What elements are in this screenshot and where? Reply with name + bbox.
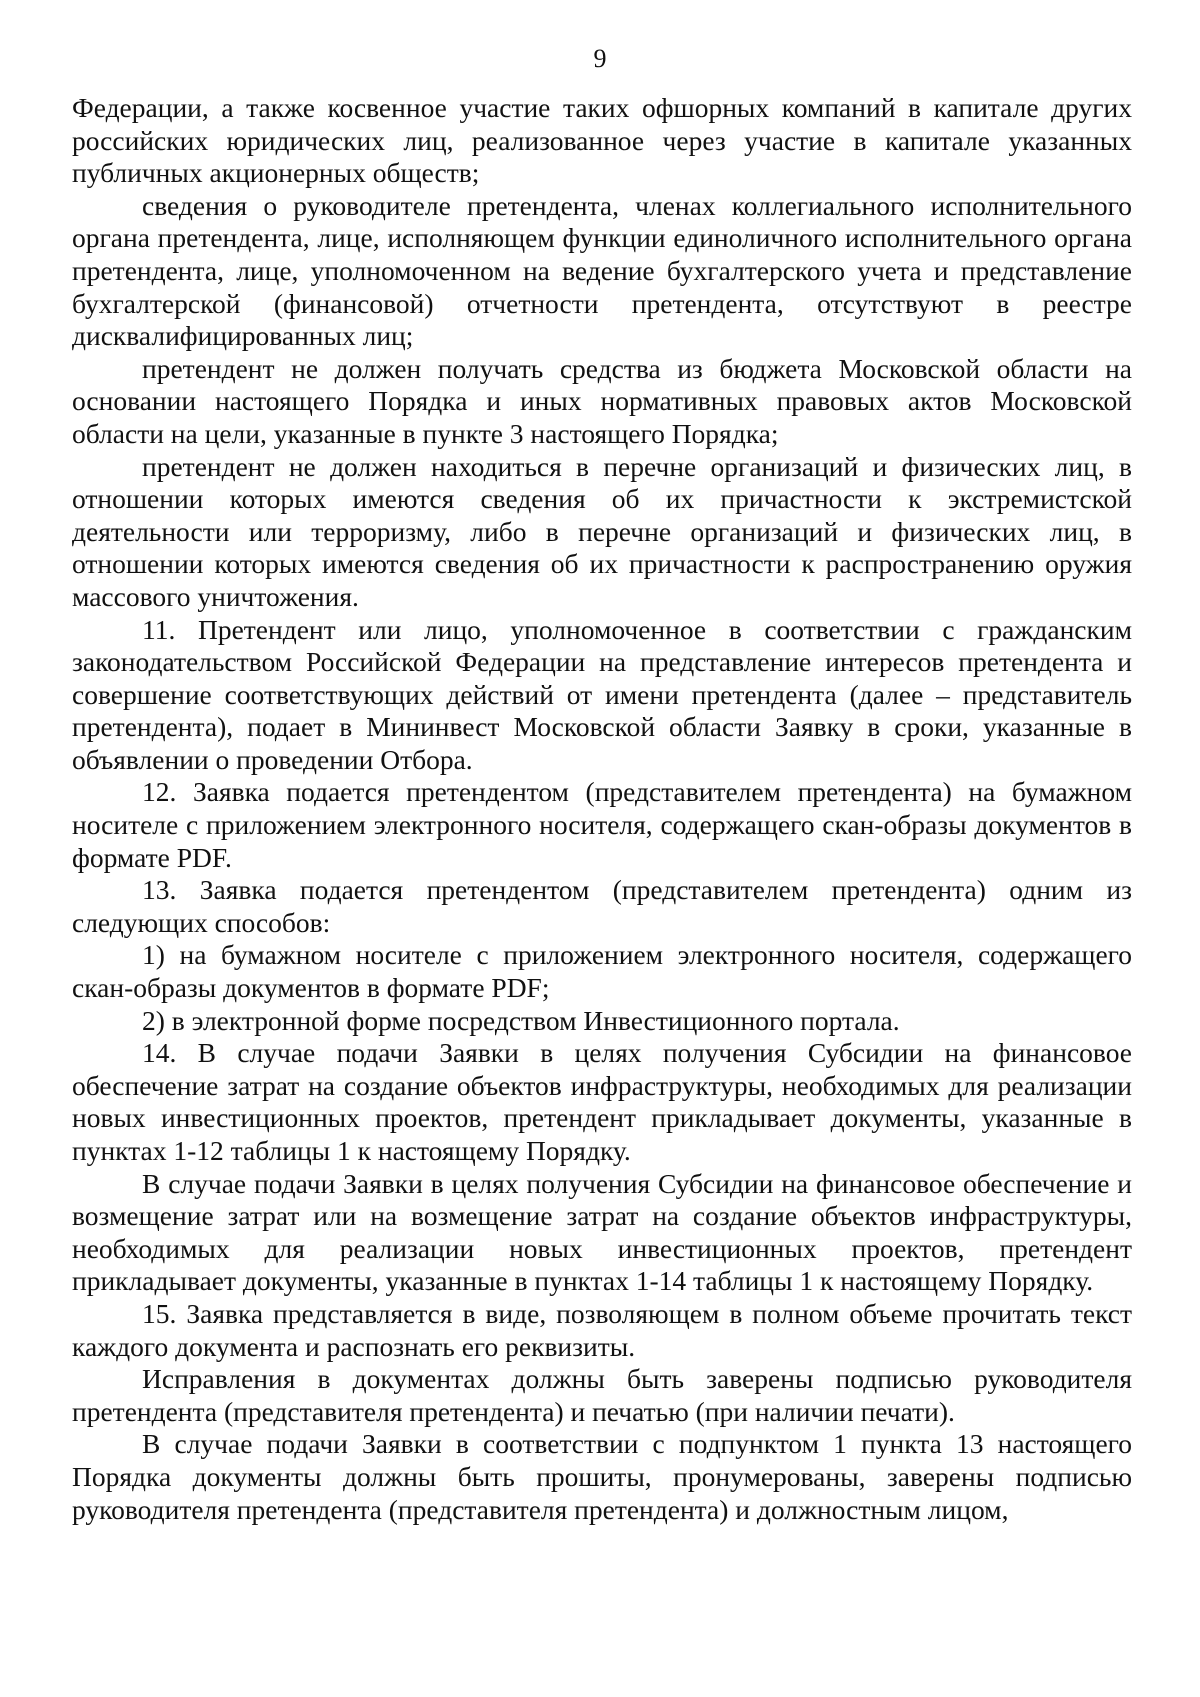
paragraph-disqualified-persons: сведения о руководителе претендента, членах коллегиального исполнительного органа претендента, лице, исполняющем функции единоличного исполнительного органа претендента, лице, уполномоченном на ведение бухгалтерского учета и представление бухгалтерской (финансовой) отчетности претендента, отсутствуют в реестре дисквалифицированных лиц; [72,189,1132,352]
paragraph-item-14-cont: В случае подачи Заявки в целях получения Субсидии на финансовое обеспечение и возмещение затрат или на возмещение затрат на создание объектов инфраструктуры, необходимых для реализации новых инвестиционных проектов, претендент прикладывает документы, указанные в пунктах 1-14 таблицы 1 к настоящему Порядку. [72,1167,1132,1297]
paragraph-item-12: 12. Заявка подается претендентом (представителем претендента) на бумажном носителе с приложением электронного носителя, содержащего скан-образы документов в формате PDF. [72,776,1132,873]
paragraph-extremism-list: претендент не должен находиться в перечне организаций и физических лиц, в отношении которых имеются сведения об их причастности к экстремистской деятельности или терроризму, либо в перечне организаций и физических лиц, в отношении которых имеются сведения об их причастности к распространению оружия массового уничтожения. [72,450,1132,612]
paragraph-item-15: 15. Заявка представляется в виде, позволяющем в полном объеме прочитать текст каждого документа и распознать его реквизиты. [72,1297,1132,1362]
paragraph-corrections: Исправления в документах должны быть заверены подписью руководителя претендента (представителя претендента) и печатью (при наличии печати). [72,1363,1132,1427]
paragraph-item-11: 11. Претендент или лицо, уполномоченное в соответствии с гражданским законодательством Российской Федерации на представление интересов претендента и совершение соответствующих действий от имени претендента (далее – представитель претендента), подает в Мининвест Московской области Заявку в сроки, указанные в объявлении о проведении Отбора. [72,613,1132,775]
paragraph-paper-submission: В случае подачи Заявки в соответствии с подпунктом 1 пункта 13 настоящего Порядка документы должны быть прошиты, пронумерованы, заверены подписью руководителя претендента (представителя претендента) и должностным лицом, [72,1428,1132,1525]
paragraph-item-13-2: 2) в электронной форме посредством Инвестиционного портала. [142,1004,900,1036]
paragraph-budget-funds: претендент не должен получать средства из бюджета Московской области на основании настоящего Порядка и иных нормативных правовых актов Московской области на цели, указанные в пункте 3 настоящего Порядка; [72,352,1132,449]
paragraph-offshore-participation: Федерации, а также косвенное участие таких офшорных компаний в капитале других российских юридических лиц, реализованное через участие в капитале указанных публичных акционерных обществ; [72,92,1132,189]
page-number: 9 [593,44,607,73]
paragraph-item-13: 13. Заявка подается претендентом (представителем претендента) одним из следующих способов: [72,874,1132,938]
document-body [72,92,1132,1526]
paragraph-item-14: 14. В случае подачи Заявки в целях получения Субсидии на финансовое обеспечение затрат на создание объектов инфраструктуры, необходимых для реализации новых инвестиционных проектов, претендент прикладывает документы, указанные в пунктах 1-12 таблицы 1 к настоящему Порядку. [72,1037,1132,1166]
paragraph-item-13-1: 1) на бумажном носителе с приложением электронного носителя, содержащего скан-образы документов в формате PDF; [72,939,1132,1004]
